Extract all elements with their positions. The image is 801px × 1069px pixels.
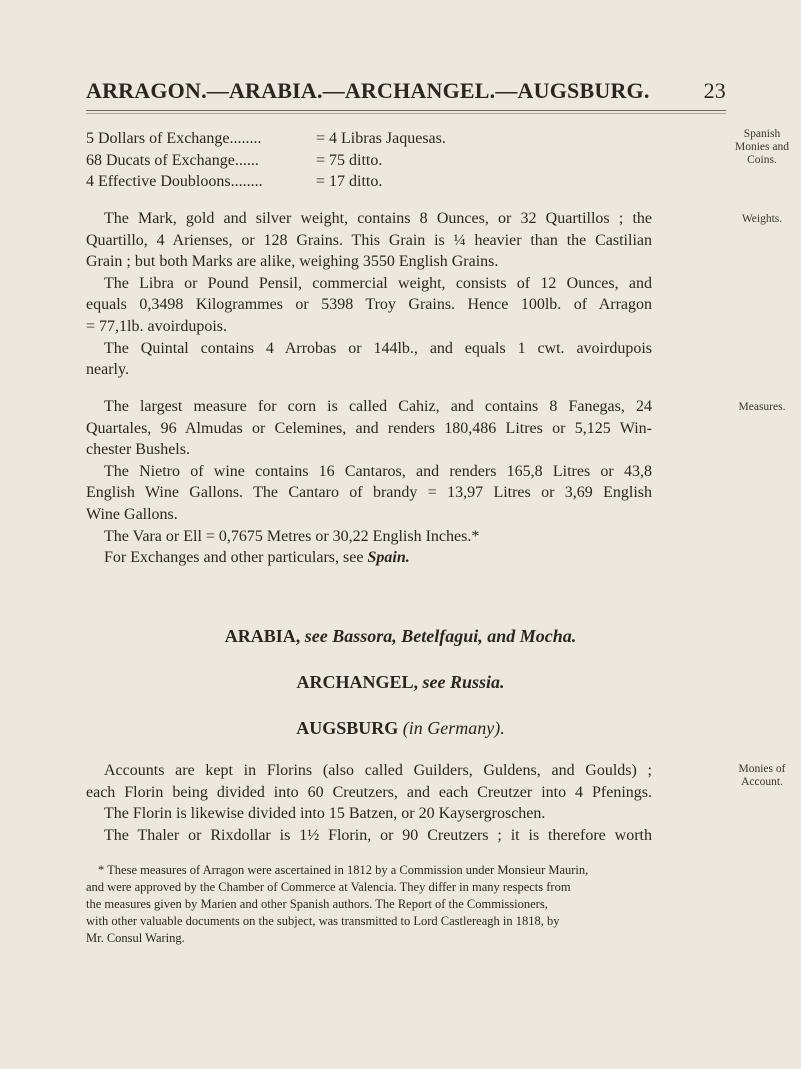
money-row [86,150,652,172]
text-line: The Quintal contains 4 Arrobas or 144lb., and equals 1 cwt. avoirdupois [104,339,652,357]
money-row [86,171,652,193]
text-line: The largest measure for corn is called Cahiz, and contains 8 Fanegas, 24 [104,398,652,415]
margin-note-line: Monies and [735,141,789,153]
running-header [86,78,726,104]
header-rule [86,110,726,111]
see-text: For Exchanges and other particulars, see [104,549,368,567]
margin-note-measures [732,401,792,414]
footnote-line: and were approved by the Chamber of Commerce at Valencia. They differ in many respects from [86,880,571,894]
margin-note-line: Measures. [738,401,786,413]
heading-arabia-lead: ARABIA, [224,626,301,646]
footnote-line: * These measures of Arragon were ascertained in 1812 by a Commission under Monsieur Maurin, [98,863,589,877]
margin-note-line: Account. [741,776,783,788]
running-title: ARRAGON.—ARABIA.—ARCHANGEL.—AUGSBURG. [86,78,650,103]
heading-augsburg [0,718,801,739]
money-row-left: 4 Effective Doubloons........ [86,173,263,191]
money-row-left: 68 Ducats of Exchange...... [86,151,259,169]
text-line: chester Bushels. [86,441,190,459]
augsburg-section [86,760,652,846]
footnote-line: with other valuable documents on the subject, was transmitted to Lord Castlereagh in 1818, by [86,914,560,928]
text-line: Quartales, 96 Almudas or Celemines, and renders 180,486 Litres or 5,125 Win- [86,419,652,437]
footnote-line: the measures given by Marien and other Spanish authors. The Report of the Commissioners, [86,897,548,911]
margin-note-monies-of-account [732,763,792,789]
measures-section [86,396,652,569]
heading-archangel-lead: ARCHANGEL, [296,672,418,692]
margin-note-line: Spanish [743,128,781,140]
margin-note-line: Weights. [741,213,783,225]
money-row-right: = 75 ditto. [316,151,383,169]
text-line: Grain ; but both Marks are alike, weighing 3550 English Grains. [86,253,499,271]
text-line: Wine Gallons. [86,505,178,523]
page-number: 23 [703,78,726,103]
heading-archangel [0,672,801,693]
footnote [86,862,726,947]
margin-note-weights [732,213,792,226]
money-row-right: = 17 ditto. [316,173,383,191]
heading-augsburg-lead: AUGSBURG [296,718,399,738]
text-line: nearly. [86,361,129,379]
text-line: English Wine Gallons. The Cantaro of brandy = 13,97 Litres or 3,69 English [86,484,652,502]
margin-note-spanish-monies [732,128,792,167]
header-rule-thin [86,113,726,114]
see-reference: Spain. [367,549,410,567]
text-line: The Thaler or Rixdollar is 1½ Florin, or 90 Creutzers ; it is therefore worth [104,826,652,844]
text-line: The Mark, gold and silver weight, contains 8 Ounces, or 32 Quartillos ; the [104,210,652,227]
footnote-line: Mr. Consul Waring. [86,931,185,945]
text-line: The Florin is likewise divided into 15 Batzen, or 20 Kaysergroschen. [104,805,546,823]
margin-note-line: Monies of [738,763,786,775]
margin-note-line: Coins. [747,154,777,166]
money-row-right: = 4 Libras Jaquesas. [316,130,446,147]
text-line: equals 0,3498 Kilogrammes or 5398 Troy Grains. Hence 100lb. of Arragon [86,296,652,314]
spanish-monies-table [86,128,652,193]
text-line: each Florin being divided into 60 Creutzers, and each Creutzer into 4 Pfenings. [86,783,652,801]
text-line [86,547,652,569]
text-line: The Vara or Ell = 0,7675 Metres or 30,22 English Inches.* [104,527,480,545]
heading-augsburg-rest: (in Germany). [398,718,505,738]
text-line: The Nietro of wine contains 16 Cantaros, and renders 165,8 Litres or 43,8 [104,462,652,480]
heading-archangel-rest: see Russia. [418,672,505,692]
text-line: Accounts are kept in Florins (also called Guilders, Guldens, and Goulds) ; [104,762,652,779]
money-row-left: 5 Dollars of Exchange........ [86,130,262,147]
money-row [86,128,652,150]
text-line: Quartillo, 4 Arienses, or 128 Grains. This Grain is ¼ heavier than the Castilian [86,231,652,249]
text-line: = 77,1lb. avoirdupois. [86,317,228,335]
heading-arabia [0,626,801,647]
text-line: The Libra or Pound Pensil, commercial weight, consists of 12 Ounces, and [104,274,652,292]
heading-arabia-rest: see Bassora, Betelfagui, and Mocha. [300,626,577,646]
weights-section [86,208,652,381]
